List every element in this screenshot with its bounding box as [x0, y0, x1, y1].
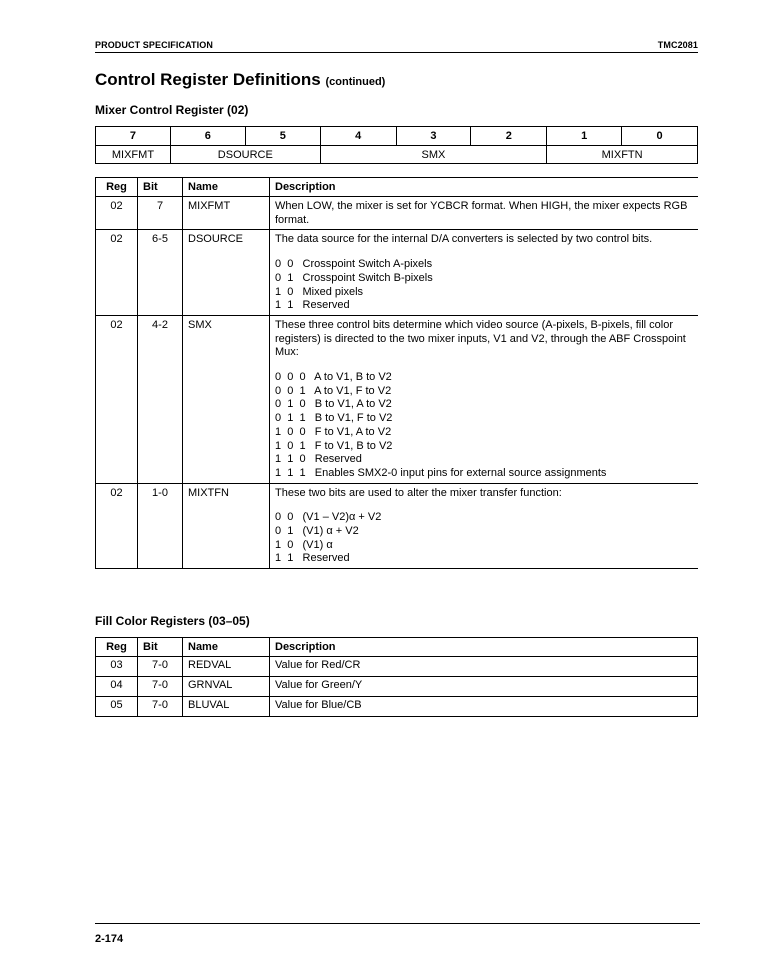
- cell-name: REDVAL: [183, 657, 270, 677]
- field-smx: SMX: [320, 146, 547, 164]
- cell-description: [270, 483, 699, 569]
- cell-bit: 7: [138, 197, 183, 230]
- table-header-row: [96, 178, 699, 197]
- register-definition-table: [95, 177, 698, 569]
- bit-number: 5: [245, 127, 320, 146]
- field-dsource: DSOURCE: [170, 146, 320, 164]
- bit-number: 0: [622, 127, 698, 146]
- cell-reg: 02: [96, 197, 138, 230]
- cell-description: [270, 197, 699, 230]
- field-mixftn: MIXFTN: [547, 146, 698, 164]
- cell-name: DSOURCE: [183, 230, 270, 316]
- header-left: PRODUCT SPECIFICATION: [95, 40, 213, 50]
- header-rule: [95, 52, 698, 53]
- cell-name: GRNVAL: [183, 677, 270, 697]
- cell-reg: 02: [96, 483, 138, 569]
- bit-number: 1: [547, 127, 622, 146]
- cell-reg: 03: [96, 657, 138, 677]
- table-row: [96, 197, 699, 230]
- page-title-main: Control Register Definitions: [95, 70, 321, 89]
- col-header-bit: Bit: [138, 638, 183, 657]
- cell-reg: 02: [96, 315, 138, 483]
- bit-map-table: [95, 126, 698, 164]
- cell-reg: 05: [96, 697, 138, 717]
- cell-bit: 7-0: [138, 677, 183, 697]
- mixer-heading: Mixer Control Register (02): [95, 103, 249, 117]
- cell-description: Value for Blue/CB: [270, 697, 698, 717]
- col-header-bit: Bit: [138, 178, 183, 197]
- description-text: The data source for the internal D/A converters is selected by two control bits.: [275, 233, 653, 246]
- col-header-name: Name: [183, 638, 270, 657]
- encoding-line: 1 0 Mixed pixels: [275, 285, 364, 298]
- col-header-description: Description: [270, 638, 698, 657]
- col-header-name: Name: [183, 178, 270, 197]
- encoding-list: [275, 371, 698, 481]
- cell-reg: 04: [96, 677, 138, 697]
- encoding-line: 1 0 0 F to V1, A to V2: [275, 425, 392, 438]
- cell-description: [270, 315, 699, 483]
- encoding-line: 1 1 Reserved: [275, 552, 350, 565]
- table-row: [96, 657, 698, 677]
- description-text: These three control bits determine which video source (A-pixels, B-pixels, fill color registers) is directed to the two mixer inputs, V1 and V2, through the ABF Crosspoint Mux:: [275, 318, 686, 359]
- cell-name: SMX: [183, 315, 270, 483]
- page-title: [95, 70, 385, 90]
- cell-name: BLUVAL: [183, 697, 270, 717]
- fill-heading: Fill Color Registers (03–05): [95, 614, 250, 628]
- encoding-line: 0 1 (V1) α + V2: [275, 525, 359, 538]
- table-row: [96, 697, 698, 717]
- page-title-suffix: (continued): [325, 76, 386, 88]
- table-row: [96, 483, 699, 569]
- table-row: [96, 315, 699, 483]
- table-header-row: [96, 638, 698, 657]
- bit-number: 6: [170, 127, 245, 146]
- encoding-line: 0 0 0 A to V1, B to V2: [275, 371, 392, 384]
- encoding-line: 1 1 Reserved: [275, 299, 350, 312]
- encoding-list: [275, 258, 698, 313]
- cell-bit: 1-0: [138, 483, 183, 569]
- cell-bit: 6-5: [138, 230, 183, 316]
- footer-rule: [95, 923, 700, 924]
- cell-description: [270, 230, 699, 316]
- encoding-line: 1 0 (V1) α: [275, 538, 333, 551]
- cell-description: Value for Red/CR: [270, 657, 698, 677]
- bit-number: 2: [471, 127, 547, 146]
- bit-number: 7: [96, 127, 171, 146]
- bit-number: 3: [396, 127, 471, 146]
- cell-bit: 4-2: [138, 315, 183, 483]
- encoding-line: 0 1 1 B to V1, F to V2: [275, 412, 393, 425]
- col-header-description: Description: [270, 178, 699, 197]
- encoding-line: 0 0 Crosspoint Switch A-pixels: [275, 258, 433, 271]
- encoding-list: [275, 511, 698, 566]
- encoding-line: 1 1 0 Reserved: [275, 453, 362, 466]
- page-number: 2-174: [95, 933, 124, 945]
- cell-name: MIXFMT: [183, 197, 270, 230]
- cell-name: MIXTFN: [183, 483, 270, 569]
- encoding-line: 0 0 (V1 – V2)α + V2: [275, 511, 382, 524]
- bit-number-row: [96, 127, 698, 146]
- cell-bit: 7-0: [138, 657, 183, 677]
- col-header-reg: Reg: [96, 638, 138, 657]
- encoding-line: 1 1 1 Enables SMX2-0 input pins for external source assignments: [275, 466, 607, 479]
- encoding-line: 1 0 1 F to V1, B to V2: [275, 439, 393, 452]
- encoding-line: 0 1 Crosspoint Switch B-pixels: [275, 271, 433, 284]
- fill-color-table: [95, 637, 698, 717]
- bit-number: 4: [320, 127, 396, 146]
- table-row: [96, 230, 699, 316]
- cell-description: Value for Green/Y: [270, 677, 698, 697]
- cell-bit: 7-0: [138, 697, 183, 717]
- col-header-reg: Reg: [96, 178, 138, 197]
- description-text: When LOW, the mixer is set for YCBCR format. When HIGH, the mixer expects RGB format.: [275, 200, 688, 226]
- field-mixfmt: MIXFMT: [96, 146, 171, 164]
- header-right: TMC2081: [657, 40, 698, 50]
- field-name-row: [96, 146, 698, 164]
- cell-reg: 02: [96, 230, 138, 316]
- encoding-line: 0 1 0 B to V1, A to V2: [275, 398, 392, 411]
- description-text: These two bits are used to alter the mixer transfer function:: [275, 486, 562, 499]
- encoding-line: 0 0 1 A to V1, F to V2: [275, 384, 392, 397]
- table-row: [96, 677, 698, 697]
